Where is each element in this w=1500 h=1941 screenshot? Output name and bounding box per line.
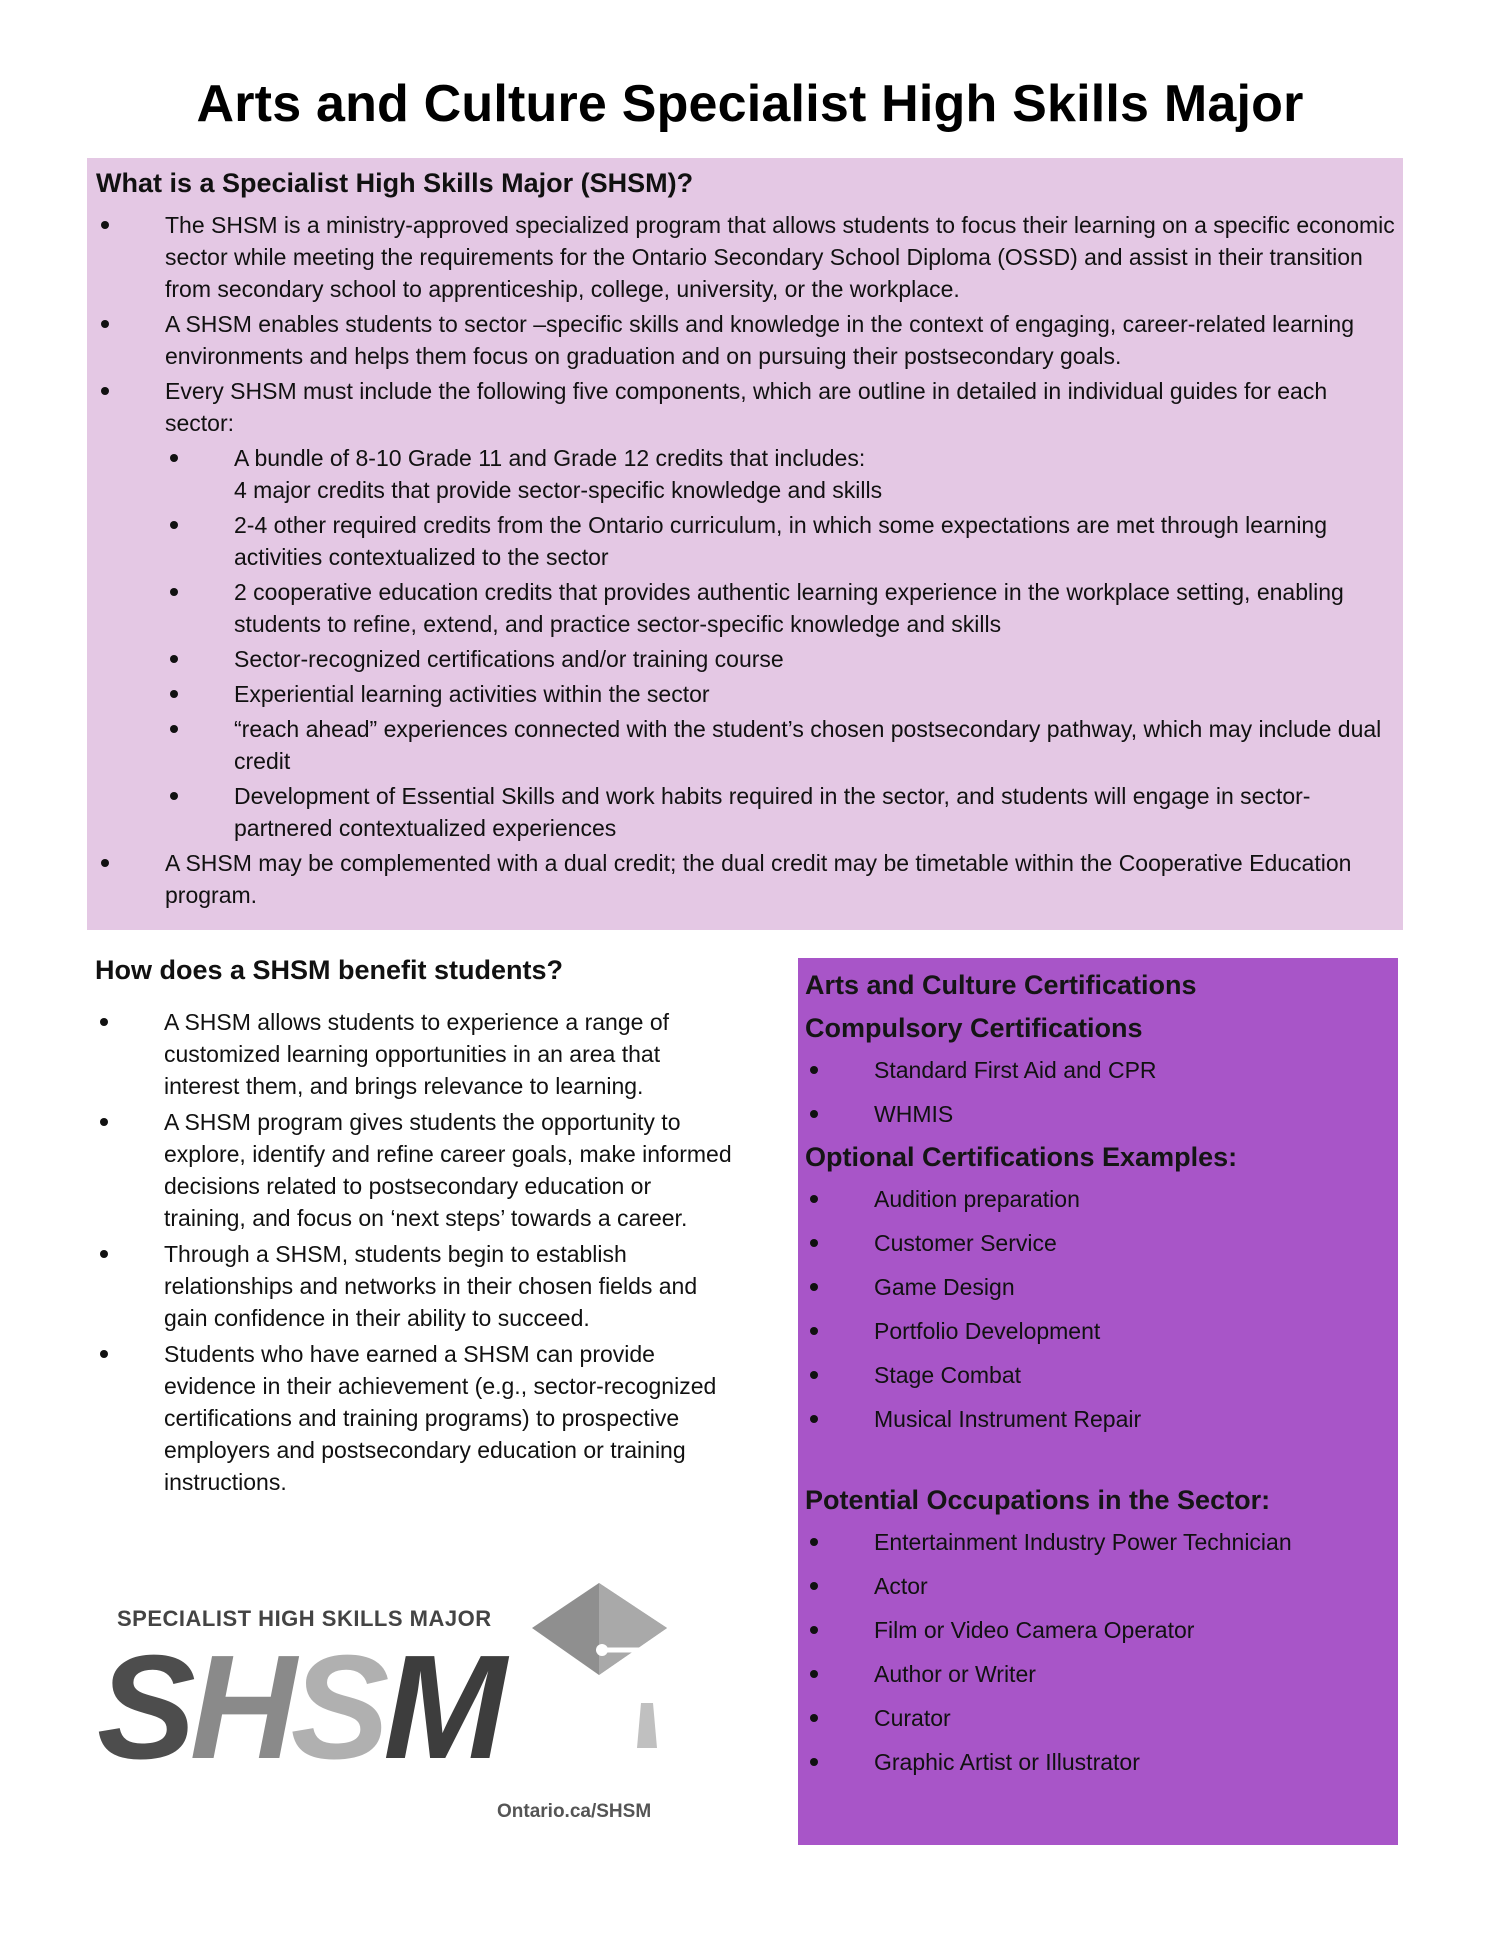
components-list	[165, 442, 1395, 844]
bullet-icon	[101, 387, 109, 395]
list-item: Development of Essential Skills and work habits required in the sector, and students will engage in sector-partnered contextualized experiences	[96, 780, 1395, 844]
bullet-icon	[810, 1327, 818, 1335]
bullet-icon	[170, 792, 178, 800]
bullet-icon	[810, 1066, 818, 1074]
list-item: A SHSM may be complemented with a dual credit; the dual credit may be timetable within the Cooperative Education program.	[96, 847, 1395, 911]
bullet-icon	[100, 1250, 108, 1258]
bullet-icon	[810, 1538, 818, 1546]
list-item: Musical Instrument Repair	[805, 1403, 1388, 1435]
what-is-list	[96, 209, 1395, 911]
optional-list	[805, 1183, 1388, 1435]
what-is-heading: What is a Specialist High Skills Major (SHSM)?	[96, 168, 694, 198]
list-item: A bundle of 8-10 Grade 11 and Grade 12 credits that includes: 4 major credits that provide sector-specific knowledge and skills	[96, 442, 1395, 506]
occupations-heading: Potential Occupations in the Sector:	[805, 1485, 1271, 1515]
spacer	[805, 1447, 1388, 1485]
logo-top-text: SPECIALIST HIGH SKILLS MAJOR	[117, 1606, 492, 1631]
list-item: Curator	[805, 1702, 1388, 1734]
shsm-logo	[97, 1583, 697, 1823]
list-item: A SHSM allows students to experience a range of customized learning opportunities in an area that interest them, and brings relevance to learning.	[95, 1006, 735, 1102]
list-item: WHMIS	[805, 1098, 1388, 1130]
certifications-section	[798, 958, 1398, 1845]
compulsory-heading: Compulsory Certifications	[805, 1013, 1143, 1043]
bullet-icon	[170, 690, 178, 698]
bullet-icon	[170, 521, 178, 529]
bullet-icon	[810, 1371, 818, 1379]
benefits-list	[95, 1006, 735, 1498]
list-item: A SHSM program gives students the opportunity to explore, identify and refine career goals, make informed decisions related to postsecondary education or training, and focus on ‘next steps’ towards a career.	[95, 1106, 735, 1234]
bullet-icon	[810, 1110, 818, 1118]
logo-wordmark: SHSM	[97, 1625, 501, 1790]
bullet-icon	[100, 1118, 108, 1126]
list-item: Stage Combat	[805, 1359, 1388, 1391]
list-item: Author or Writer	[805, 1658, 1388, 1690]
bullet-icon	[101, 859, 109, 867]
bullet-icon	[810, 1195, 818, 1203]
list-item: Actor	[805, 1570, 1388, 1602]
logo-url: Ontario.ca/SHSM	[497, 1801, 652, 1822]
bullet-icon	[810, 1670, 818, 1678]
optional-heading: Optional Certifications Examples:	[805, 1142, 1238, 1172]
bullet-icon	[170, 725, 178, 733]
list-item: The SHSM is a ministry-approved specialized program that allows students to focus their learning on a specific economic sector while meeting the requirements for the Ontario Secondary School Diploma (OSSD) and assist in their transition from secondary school to apprenticeship, college, university, or the workplace.	[96, 209, 1395, 305]
bullet-icon	[810, 1415, 818, 1423]
page-title: Arts and Culture Specialist High Skills Major	[196, 75, 1304, 133]
bullet-icon	[170, 454, 178, 462]
list-item: Customer Service	[805, 1227, 1388, 1259]
list-item: Sector-recognized certifications and/or training course	[96, 643, 1395, 675]
list-item: 2 cooperative education credits that provides authentic learning experience in the workplace setting, enabling students to refine, extend, and practice sector-specific knowledge and skills	[96, 576, 1395, 640]
list-item: Portfolio Development	[805, 1315, 1388, 1347]
list-item: Standard First Aid and CPR	[805, 1054, 1388, 1086]
benefits-section	[95, 955, 735, 1502]
list-item: Film or Video Camera Operator	[805, 1614, 1388, 1646]
list-item: A SHSM enables students to sector –specific skills and knowledge in the context of engaging, career-related learning environments and helps them focus on graduation and on pursuing their postsecondary goals.	[96, 308, 1395, 372]
bullet-icon	[810, 1582, 818, 1590]
list-item: Through a SHSM, students begin to establish relationships and networks in their chosen fields and gain confidence in their ability to succeed.	[95, 1238, 735, 1334]
bullet-icon	[810, 1626, 818, 1634]
bullet-icon	[810, 1714, 818, 1722]
what-is-shsm-section	[87, 158, 1403, 930]
bullet-icon	[101, 320, 109, 328]
bullet-icon	[810, 1758, 818, 1766]
list-item: “reach ahead” experiences connected with the student’s chosen postsecondary pathway, which may include dual credit	[96, 713, 1395, 777]
list-item: Game Design	[805, 1271, 1388, 1303]
list-item: Graphic Artist or Illustrator	[805, 1746, 1388, 1778]
list-item: Students who have earned a SHSM can provide evidence in their achievement (e.g., sector-recognized certifications and training programs) to prospective employers and postsecondary education or training instructions.	[95, 1338, 735, 1498]
occupations-list	[805, 1526, 1388, 1778]
benefits-heading: How does a SHSM benefit students?	[95, 955, 564, 985]
bullet-icon	[810, 1283, 818, 1291]
list-item: Every SHSM must include the following five components, which are outline in detailed in individual guides for each sector: A bundle of 8-10 Grade 11 and Grade 12 credits that includes: 4 major credits that provide sector-specific knowledge and skills 2-4 other required credits from the Ontario curriculum, in which some expectations are met through learning activities contextualized to the sector 2 cooperative education credits that provides authentic learning experience in the workplace setting, enabling students to refine, extend, and practice sector-specific knowledge and skills Sector-recognized certifications and/or training course Experiential learning activities within the sector “reach ahead” experiences connected with the student’s chosen postsecondary pathway, which may include dual credit Development of Essential Skills and work habits required in the sector, and students will engage in sector-partnered contextualized experiences	[96, 375, 1395, 844]
graduation-cap-icon	[527, 1583, 667, 1758]
bullet-icon	[170, 588, 178, 596]
certifications-heading: Arts and Culture Certifications	[805, 970, 1197, 1000]
compulsory-list	[805, 1054, 1388, 1130]
bullet-icon	[100, 1018, 108, 1026]
bullet-icon	[100, 1350, 108, 1358]
list-item: Audition preparation	[805, 1183, 1388, 1215]
bullet-icon	[170, 655, 178, 663]
list-item: Experiential learning activities within the sector	[96, 678, 1395, 710]
bullet-icon	[101, 221, 109, 229]
list-item: 2-4 other required credits from the Ontario curriculum, in which some expectations are met through learning activities contextualized to the sector	[96, 509, 1395, 573]
bullet-icon	[810, 1239, 818, 1247]
list-item: Entertainment Industry Power Technician	[805, 1526, 1388, 1558]
